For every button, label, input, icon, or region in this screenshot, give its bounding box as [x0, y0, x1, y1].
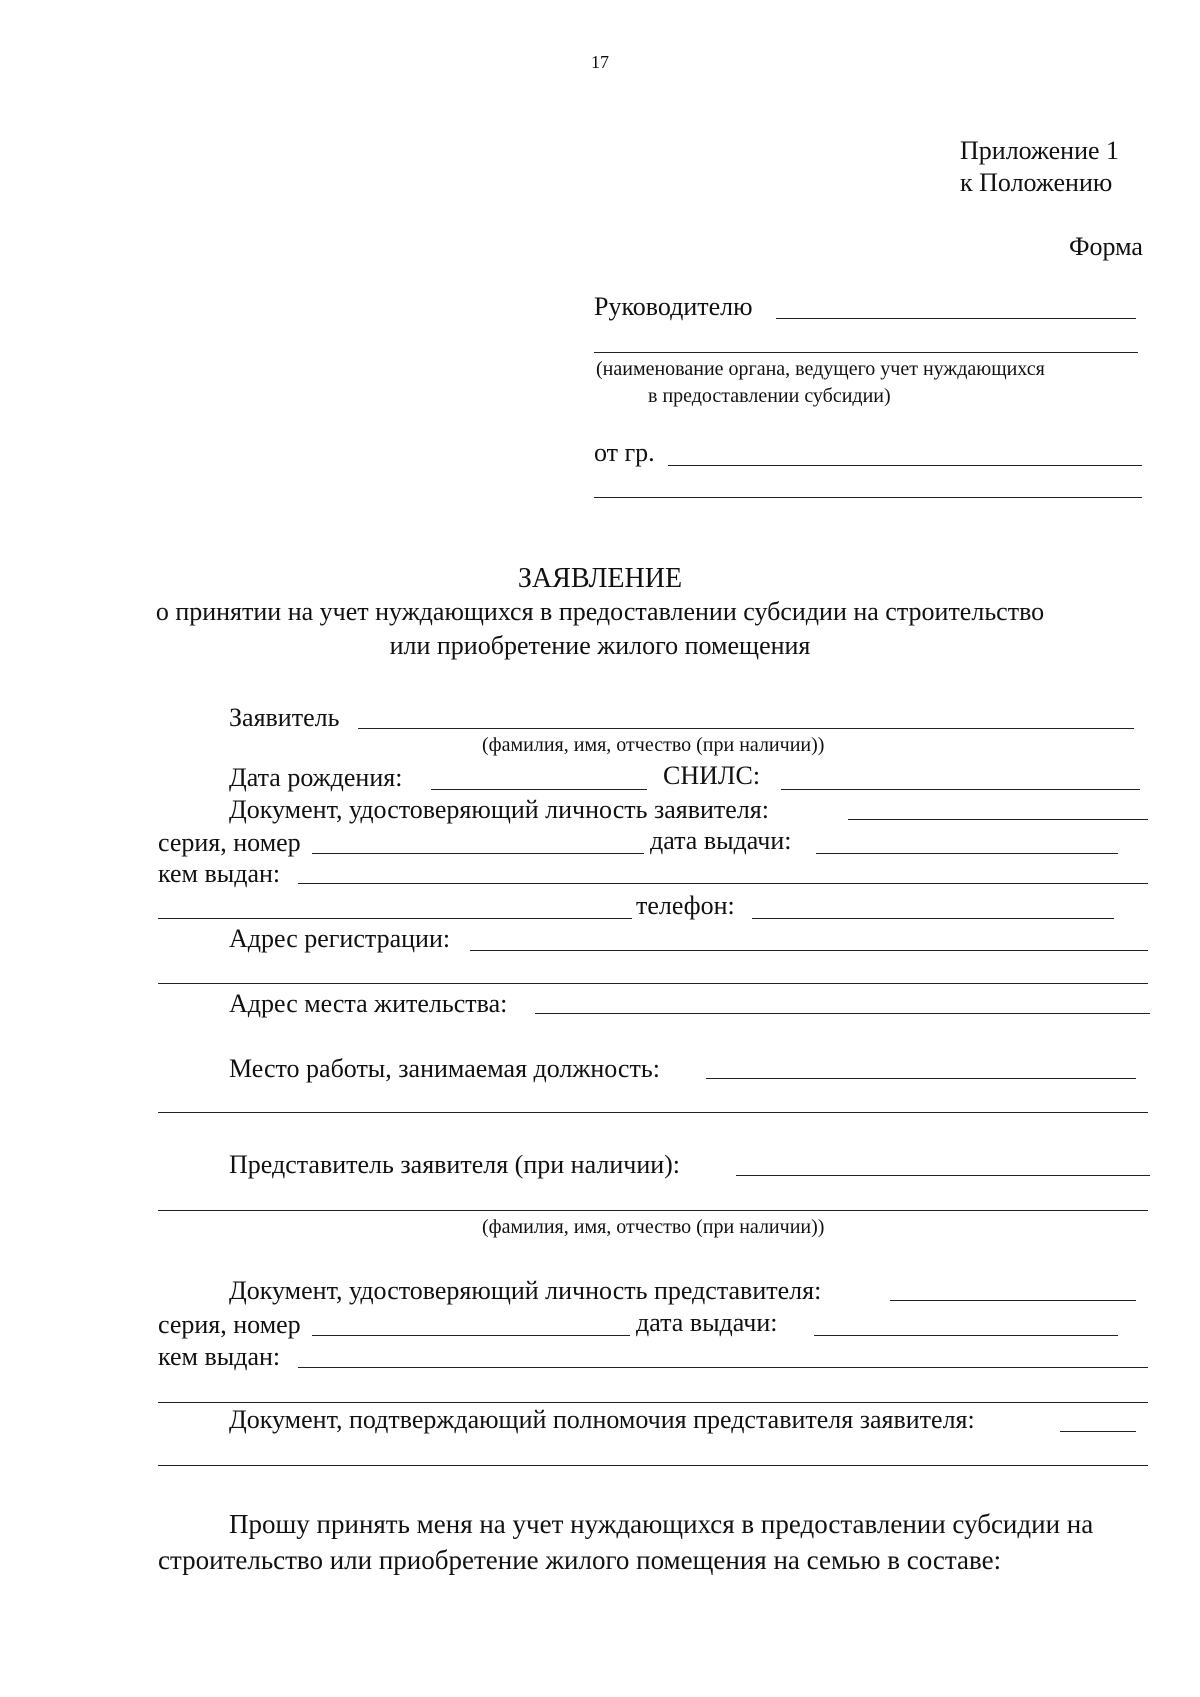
- representative-field-2[interactable]: [158, 1210, 1148, 1211]
- phone-label: телефон:: [636, 891, 735, 920]
- issued-by-field[interactable]: [298, 883, 1148, 884]
- rep-issue-date-label: дата выдачи:: [636, 1308, 778, 1337]
- applicant-field[interactable]: [358, 728, 1134, 729]
- residence-address-label: Адрес места жительства:: [229, 989, 508, 1018]
- document-subtitle-line-2: или приобретение жилого помещения: [389, 631, 811, 660]
- birth-date-label: Дата рождения:: [229, 763, 403, 792]
- page-number: 17: [591, 52, 609, 72]
- id-document-label: Документ, удостоверяющий личность заявителя:: [229, 795, 769, 824]
- workplace-label: Место работы, занимаемая должность:: [229, 1054, 660, 1083]
- workplace-field[interactable]: [706, 1078, 1136, 1079]
- series-number-label: серия, номер: [158, 828, 301, 857]
- rep-issued-by-field[interactable]: [298, 1367, 1148, 1368]
- applicant-fio-hint: (фамилия, имя, отчество (при наличии)): [482, 734, 825, 756]
- document-title: ЗАЯВЛЕНИЕ: [517, 563, 683, 594]
- addressee-to-label: Руководителю: [594, 292, 753, 321]
- registration-address-field-2[interactable]: [158, 983, 1148, 984]
- series-number-field[interactable]: [312, 853, 644, 854]
- rep-series-number-label: серия, номер: [158, 1310, 301, 1339]
- rep-series-number-field[interactable]: [312, 1335, 630, 1336]
- appendix-line-2: к Положению: [960, 168, 1113, 197]
- appendix-line-1: Приложение 1: [960, 136, 1120, 165]
- request-line-1: Прошу принять меня на учет нуждающихся в предоставлении субсидии на: [229, 1509, 1094, 1539]
- request-line-2: строительство или приобретение жилого помещения на семью в составе:: [158, 1545, 1002, 1575]
- issued-by-label: кем выдан:: [158, 859, 281, 888]
- registration-address-field[interactable]: [470, 950, 1148, 951]
- addressee-hint-line-1: (наименование органа, ведущего учет нуждающихся: [596, 358, 1045, 380]
- representative-label: Представитель заявителя (при наличии):: [229, 1150, 681, 1179]
- snils-field[interactable]: [781, 789, 1140, 790]
- birth-date-field[interactable]: [431, 789, 647, 790]
- document-subtitle-line-1: о принятии на учет нуждающихся в предоставлении субсидии на строительство: [155, 597, 1045, 626]
- addressee-hint-line-2: в предоставлении субсидии): [648, 385, 891, 407]
- authority-document-field[interactable]: [1060, 1431, 1136, 1432]
- representative-field[interactable]: [736, 1175, 1150, 1176]
- addressee-org-field[interactable]: [594, 352, 1138, 353]
- snils-label: СНИЛС:: [663, 761, 761, 790]
- rep-issue-date-field[interactable]: [814, 1335, 1118, 1336]
- rep-issued-by-label: кем выдан:: [158, 1342, 281, 1371]
- authority-document-field-2[interactable]: [158, 1465, 1148, 1466]
- rep-id-document-field[interactable]: [890, 1300, 1136, 1301]
- residence-address-field[interactable]: [535, 1013, 1150, 1014]
- rep-issued-by-field-2[interactable]: [158, 1402, 1148, 1403]
- workplace-field-2[interactable]: [158, 1112, 1148, 1113]
- applicant-label: Заявитель: [229, 703, 340, 732]
- registration-address-label: Адрес регистрации:: [229, 924, 451, 953]
- authority-document-label: Документ, подтверждающий полномочия представителя заявителя:: [229, 1405, 975, 1434]
- issue-date-label: дата выдачи:: [650, 826, 792, 855]
- addressee-head-field[interactable]: [776, 318, 1136, 319]
- issue-date-field[interactable]: [816, 853, 1118, 854]
- representative-fio-hint: (фамилия, имя, отчество (при наличии)): [482, 1216, 825, 1238]
- rep-id-document-label: Документ, удостоверяющий личность представителя:: [229, 1276, 822, 1305]
- addressee-from-field-2[interactable]: [594, 497, 1142, 498]
- issued-by-field-2[interactable]: [158, 918, 632, 919]
- addressee-from-field[interactable]: [668, 465, 1142, 466]
- addressee-from-label: от гр.: [594, 438, 655, 467]
- id-document-field[interactable]: [848, 819, 1148, 820]
- form-label: Форма: [1069, 232, 1143, 261]
- phone-field[interactable]: [752, 918, 1114, 919]
